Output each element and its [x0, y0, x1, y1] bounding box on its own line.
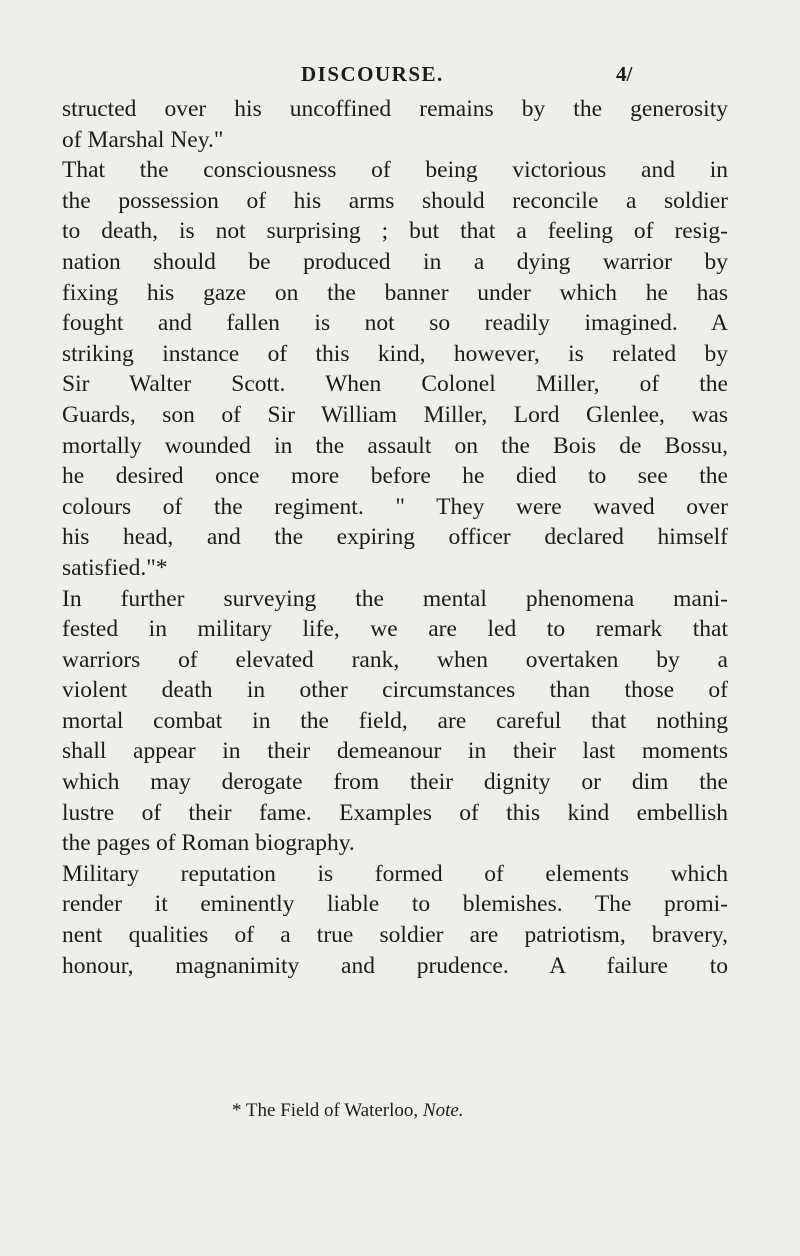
text-line: he desired once more before he died to see the — [62, 463, 728, 490]
text-line: fixing his gaze on the banner under which he has — [62, 279, 728, 306]
text-line: Guards, son of Sir William Miller, Lord Glenlee, was — [62, 401, 728, 428]
text-line: nation should be produced in a dying warrior by — [62, 248, 728, 275]
text-line: satisfied."* — [62, 554, 168, 581]
text-line: render it eminently liable to blemishes. The promi- — [62, 891, 728, 918]
text-line: shall appear in their demeanour in their last moments — [62, 738, 728, 765]
text-line: lustre of their fame. Examples of this kind embellish — [62, 799, 728, 826]
text-line: violent death in other circumstances than those of — [62, 677, 728, 704]
text-line: nent qualities of a true soldier are patriotism, bravery, — [62, 922, 728, 949]
running-title: DISCOURSE. — [301, 62, 444, 86]
body-text — [62, 94, 728, 981]
text-line: Military reputation is formed of elements which — [62, 860, 728, 887]
text-line: warriors of elevated rank, when overtaken by a — [62, 646, 728, 673]
text-line: of Marshal Ney." — [62, 126, 224, 153]
text-line: his head, and the expiring officer declared himself — [62, 524, 728, 551]
text-line: which may derogate from their dignity or dim the — [62, 769, 728, 796]
page-number: 4/ — [616, 62, 633, 86]
text-line: That the consciousness of being victorious and in — [62, 157, 728, 184]
text-line: In further surveying the mental phenomena mani- — [62, 585, 728, 612]
text-line: fested in military life, we are led to remark that — [62, 616, 728, 643]
running-head — [0, 60, 800, 88]
text-line: mortal combat in the field, are careful that nothing — [62, 707, 728, 734]
footnote-text: * The Field of Waterloo, — [232, 1100, 423, 1121]
text-line: the pages of Roman biography. — [62, 830, 355, 857]
footnote — [232, 1098, 464, 1124]
footnote-emphasis: Note. — [422, 1100, 464, 1121]
text-line: colours of the regiment. " They were waved over — [62, 493, 728, 520]
text-line: honour, magnanimity and prudence. A failure to — [62, 952, 728, 979]
text-line: mortally wounded in the assault on the Bois de Bossu, — [62, 432, 728, 459]
text-line: to death, is not surprising ; but that a feeling of resig- — [62, 218, 728, 245]
text-line: Sir Walter Scott. When Colonel Miller, of the — [62, 371, 728, 398]
text-line: fought and fallen is not so readily imagined. A — [62, 310, 728, 337]
text-line: the possession of his arms should reconcile a soldier — [62, 187, 728, 214]
text-line: structed over his uncoffined remains by the generosity — [62, 96, 728, 122]
text-line: striking instance of this kind, however, is related by — [62, 340, 728, 367]
